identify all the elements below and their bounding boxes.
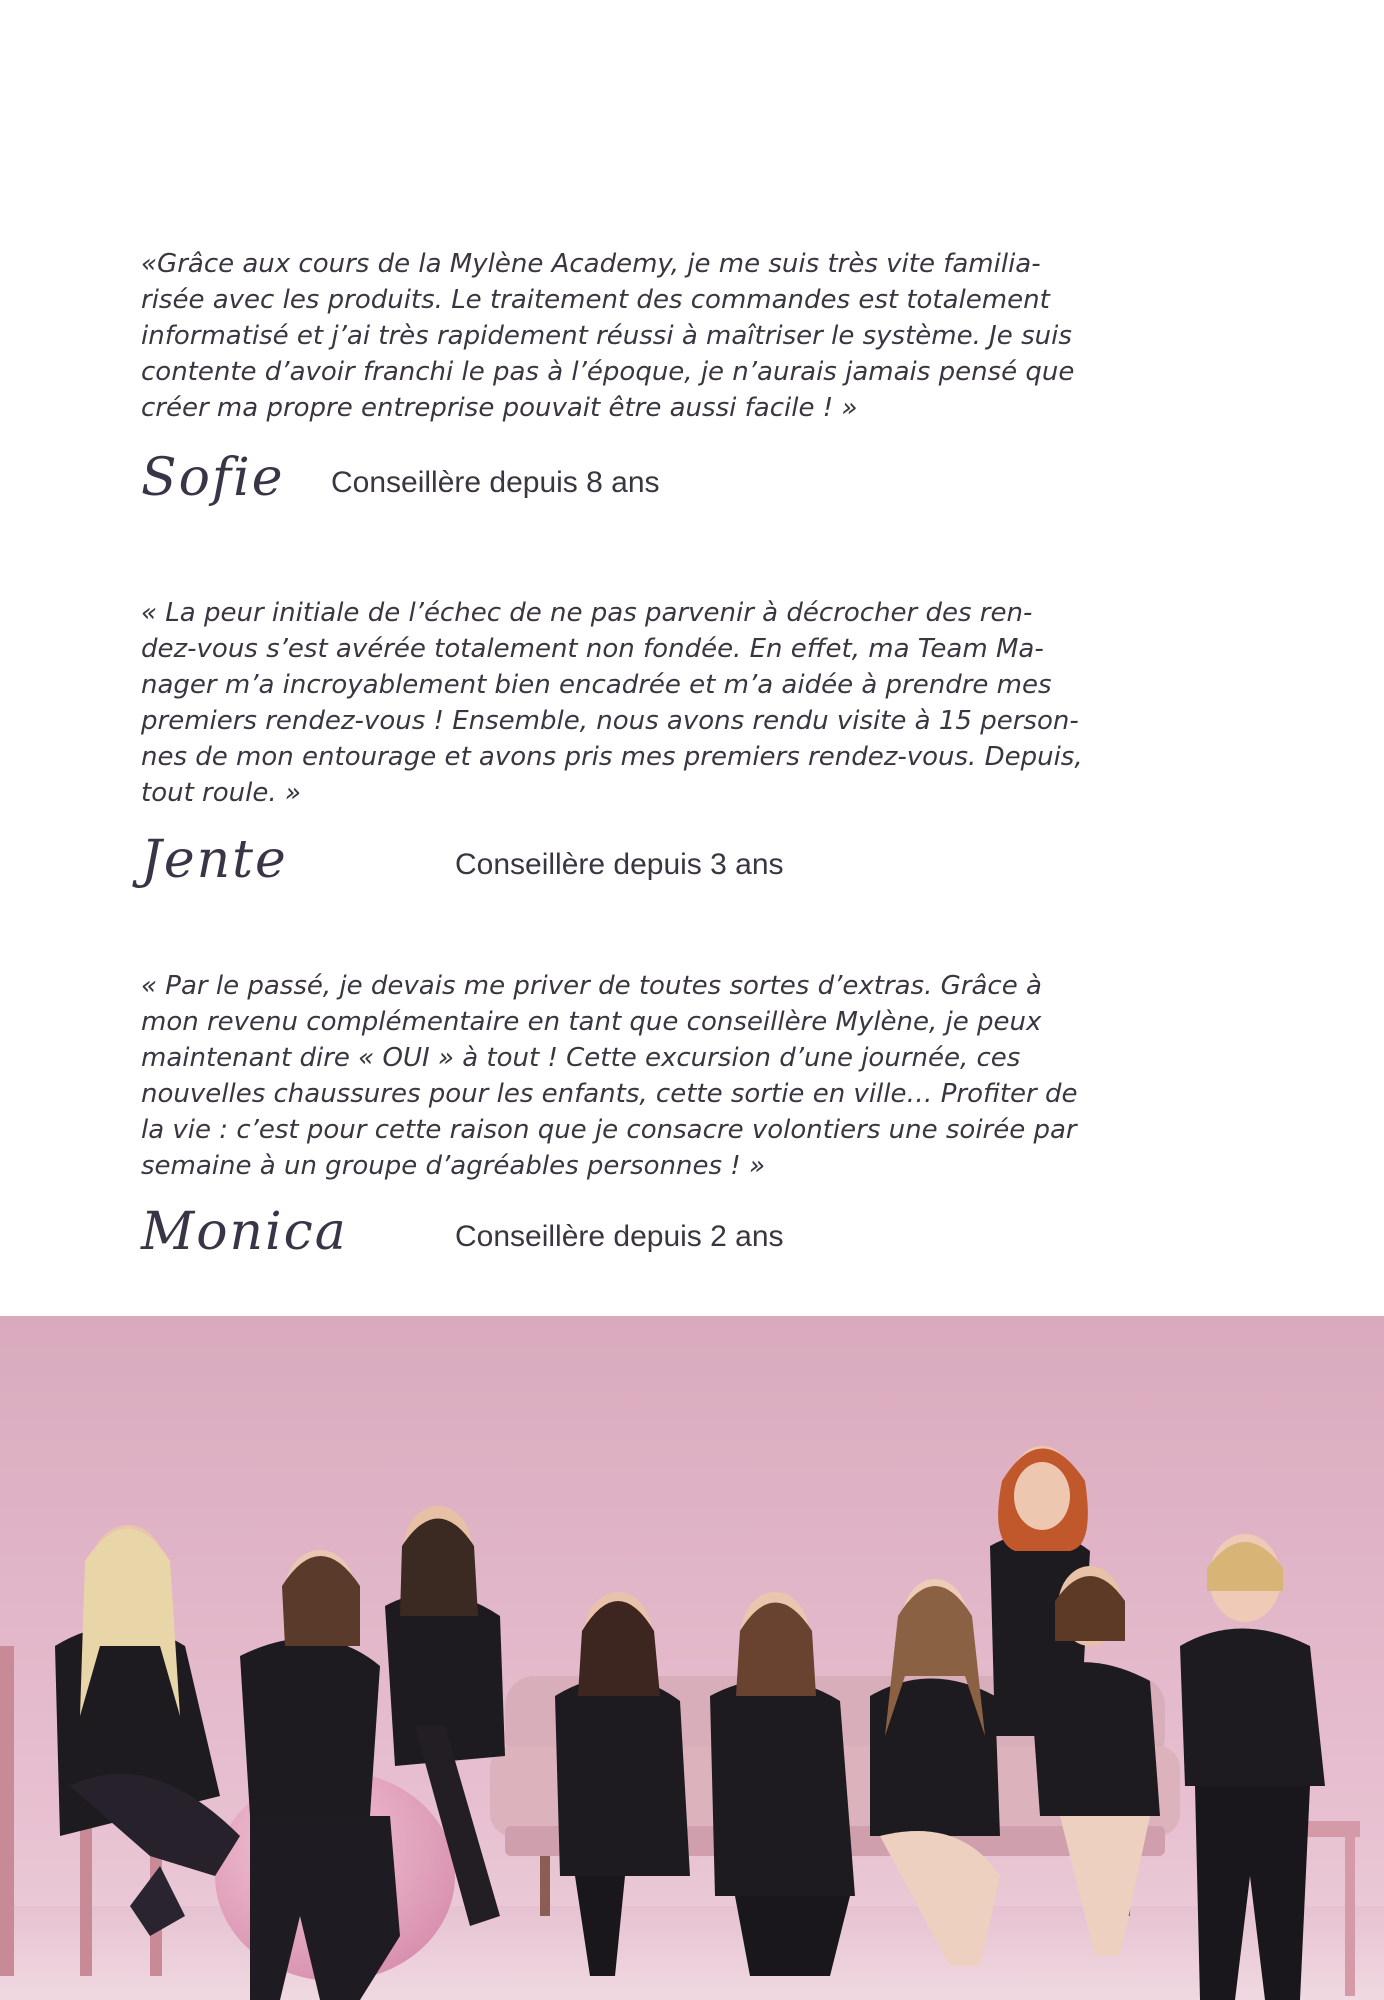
signature-line-monica	[141, 1202, 941, 1282]
quote-line: tout roule. »	[141, 778, 301, 808]
signature-monica: Monica	[141, 1202, 348, 1262]
quote-line: informatisé et j’ai très rapidement réussi à maîtriser le système. Je suis	[141, 321, 1072, 351]
quote-line: risée avec les produits. Le traitement des commandes est totalement	[141, 285, 1050, 315]
quote-line: « La peur initiale de l’échec de ne pas parvenir à décrocher des ren-	[141, 598, 1033, 628]
testimonial-quote	[141, 595, 1101, 811]
quote-line: maintenant dire « OUI » à tout ! Cette excursion d’une journée, ces	[141, 1043, 1021, 1073]
quote-line: nouvelles chaussures pour les enfants, cette sortie en ville… Profiter de	[141, 1079, 1078, 1109]
signature-sofie: Sofie	[141, 448, 285, 508]
quote-line: semaine à un groupe d’agréables personnes ! »	[141, 1151, 766, 1181]
quote-line: «Grâce aux cours de la Mylène Academy, je me suis très vite familia-	[141, 249, 1041, 279]
testimonial-quote	[141, 246, 1101, 426]
photo-floor	[0, 1906, 1384, 2000]
quote-line: dez-vous s’est avérée totalement non fondée. En effet, ma Team Ma-	[141, 634, 1044, 664]
role-sofie: Conseillère depuis 8 ans	[331, 466, 660, 499]
quote-line: nager m’a incroyablement bien encadrée et m’a aidée à prendre mes	[141, 670, 1052, 700]
signature-jente: Jente	[141, 830, 288, 890]
team-group-photo	[0, 1316, 1384, 2000]
quote-line: nes de mon entourage et avons pris mes premiers rendez-vous. Depuis,	[141, 742, 1083, 772]
photo-backdrop	[0, 1316, 1384, 2000]
role-monica: Conseillère depuis 2 ans	[455, 1220, 784, 1253]
quote-line: premiers rendez-vous ! Ensemble, nous avons rendu visite à 15 person-	[141, 706, 1079, 736]
testimonial-sofie	[141, 246, 1101, 426]
quote-line: contente d’avoir franchi le pas à l’époque, je n’aurais jamais pensé que	[141, 357, 1075, 387]
signature-line-sofie	[141, 448, 841, 528]
signature-line-jente	[141, 830, 941, 910]
quote-line: « Par le passé, je devais me priver de toutes sortes d’extras. Grâce à	[141, 971, 1042, 1001]
testimonial-monica	[141, 968, 1101, 1184]
testimonial-jente	[141, 595, 1101, 811]
quote-line: créer ma propre entreprise pouvait être aussi facile ! »	[141, 393, 858, 423]
role-jente: Conseillère depuis 3 ans	[455, 848, 784, 881]
quote-line: la vie : c’est pour cette raison que je consacre volontiers une soirée par	[141, 1115, 1077, 1145]
quote-line: mon revenu complémentaire en tant que conseillère Mylène, je peux	[141, 1007, 1042, 1037]
testimonial-quote	[141, 968, 1101, 1184]
